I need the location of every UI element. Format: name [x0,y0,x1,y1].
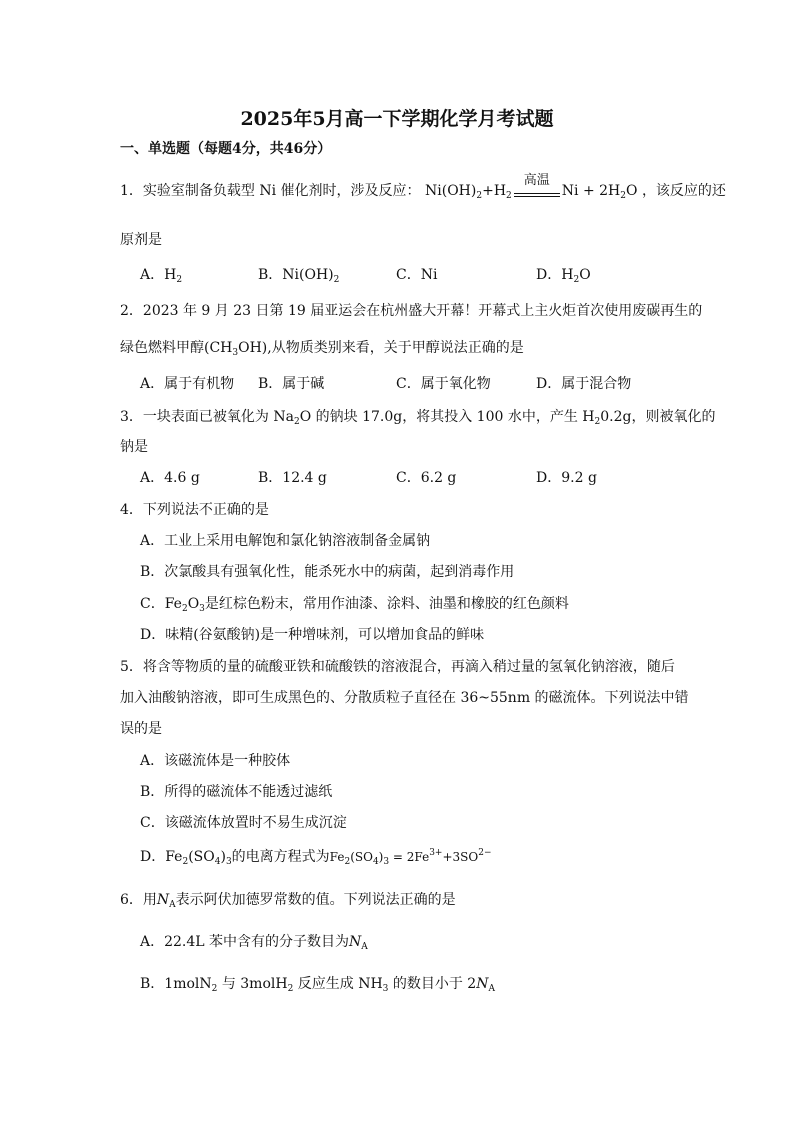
q3-option-c[interactable]: C．6.2 g [396,470,457,486]
section-heading: 一、单选题（每题4分，共46分） [120,141,332,157]
question-3-line-1: 3．一块表面已被氧化为 $Na_2O$ 的钠块 17.0g，将其投入 100 水中，产生 $H_20.2g$，则被氧化的 [120,409,716,427]
ionization-equation: $Fe_2(SO_4)_3 = 2Fe^{3+}+3SO^{2-}$ [329,848,492,867]
question-1-line-1: 1．实验室制备负载型 Ni 催化剂时，涉及反应： $Ni(OH)_2+H_2$ 高温 $Ni + 2H_2O$ ，该反应的还 [120,173,726,201]
q5-option-a[interactable]: A．该磁流体是一种胶体 [140,753,291,769]
question-5-line-2: 加入油酸钠溶液，即可生成黑色的、分散质粒子直径在 36~55nm 的磁流体。下列说法中错 [120,690,689,706]
question-6-stem: 6．用$N_A$表示阿伏加德罗常数的值。下列说法正确的是 [120,892,456,910]
q6-option-b[interactable]: B．1molN$_2$ 与 3molH$_2$ 反应生成 $NH_3$ 的数目小于 $2N_A$ [140,976,495,994]
q1-option-b[interactable]: B．$Ni(OH)_2$ [258,267,340,285]
reaction-equation: $Ni(OH)_2+H_2$ 高温 $Ni + 2H_2O$ [425,173,638,201]
question-3-line-2: 钠是 [120,439,148,455]
question-1-line-2: 原剂是 [120,232,162,248]
q2-option-a[interactable]: A．属于有机物 [140,376,235,392]
q2-option-d[interactable]: D．属于混合物 [536,376,632,392]
condition-arrow: 高温 [514,189,560,197]
q5-option-c[interactable]: C．该磁流体放置时不易生成沉淀 [140,815,347,831]
q4-option-d[interactable]: D．味精(谷氨酸钠)是一种增味剂，可以增加食品的鲜味 [140,627,485,643]
q2-option-c[interactable]: C．属于氧化物 [396,376,491,392]
ferric-sulfate-formula: $Fe_2(SO_4)_3$ [165,849,232,867]
methanol-formula: $(CH_3OH)$ [204,340,268,358]
question-2-line-2: 绿色燃料甲醇$(CH_3OH)$,从物质类别来看，关于甲醇说法正确的是 [120,340,524,358]
question-5-line-3: 误的是 [120,721,162,737]
page-title: 2025年5月高一下学期化学月考试题 [240,108,554,130]
q3-option-a[interactable]: A．4.6 g [140,470,200,486]
q5-option-b[interactable]: B．所得的磁流体不能透过滤纸 [140,784,333,800]
q4-option-a[interactable]: A．工业上采用电解饱和氯化钠溶液制备金属钠 [140,533,431,549]
q6-option-a[interactable]: A．22.4L 苯中含有的分子数目为$N_A$ [140,934,368,952]
question-5-line-1: 5．将含等物质的量的硫酸亚铁和硫酸铁的溶液混合，再滴入稍过量的氢氧化钠溶液，随后 [120,659,675,675]
q1-option-c[interactable]: C．Ni [396,267,438,283]
q1-option-d[interactable]: D．$H_2O$ [536,267,591,285]
q3-option-b[interactable]: B．12.4 g [258,470,327,486]
q5-option-d[interactable]: D．$Fe_2(SO_4)_3$的电离方程式为$Fe_2(SO_4)_3 = 2Fe^{3+}+3SO^{2-}$ [140,848,492,867]
q1-option-a[interactable]: A．$H_2$ [140,267,183,285]
q3-option-d[interactable]: D．9.2 g [536,470,597,486]
q2-option-b[interactable]: B．属于碱 [258,376,325,392]
q4-option-c[interactable]: C．$Fe_2O_3$是红棕色粉末，常用作油漆、涂料、油墨和橡胶的红色颜料 [140,596,569,614]
question-2-line-1: 2．2023 年 9 月 23 日第 19 届亚运会在杭州盛大开幕！开幕式上主火炬首次使用废碳再生的 [120,303,703,319]
question-4-stem: 4．下列说法不正确的是 [120,502,269,518]
q4-option-b[interactable]: B．次氯酸具有强氧化性，能杀死水中的病菌，起到消毒作用 [140,564,515,580]
